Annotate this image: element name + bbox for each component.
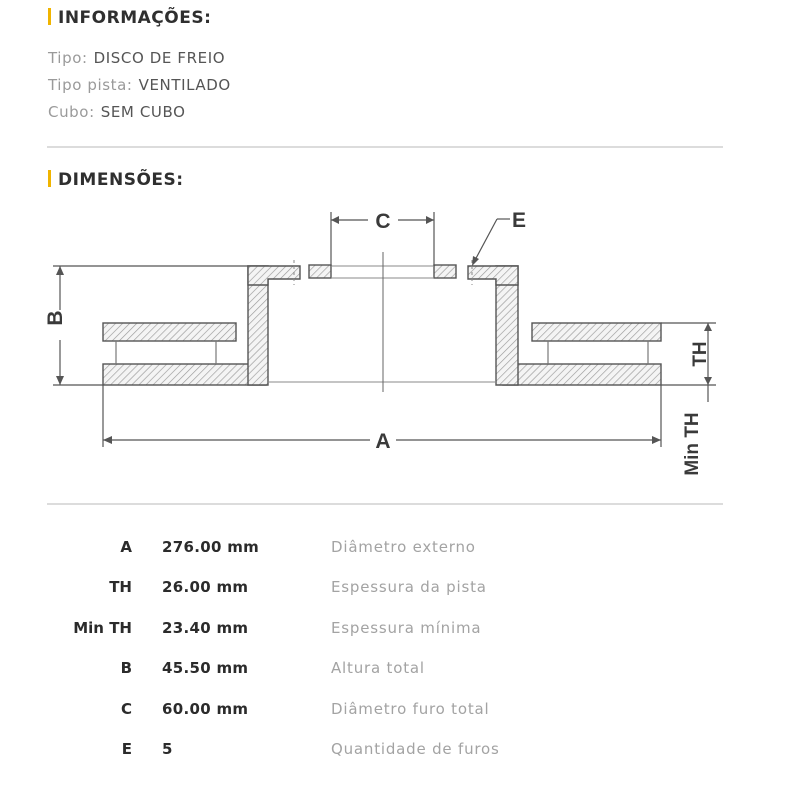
spec-code: Min TH bbox=[73, 619, 132, 637]
label-e: E bbox=[512, 209, 527, 232]
brake-disc-diagram bbox=[0, 200, 800, 500]
spec-value: 5 bbox=[162, 740, 173, 758]
info-row-tipo-pista bbox=[48, 76, 231, 94]
info-value: DISCO DE FREIO bbox=[93, 49, 226, 67]
label-min-th: Min TH bbox=[682, 412, 703, 476]
spec-value: 276.00 mm bbox=[162, 538, 260, 556]
info-label: Cubo: bbox=[48, 103, 95, 121]
spec-value: 60.00 mm bbox=[162, 700, 249, 718]
spec-value: 23.40 mm bbox=[162, 619, 249, 637]
dimension-e bbox=[472, 219, 510, 266]
hub-inner-lines bbox=[268, 260, 496, 382]
dimensions-title-text: DIMENSÕES: bbox=[58, 170, 184, 190]
accent-bar bbox=[48, 8, 51, 25]
label-b: B bbox=[44, 310, 67, 326]
info-label: Tipo pista: bbox=[48, 76, 133, 94]
disc-cross-section bbox=[103, 265, 661, 385]
spec-description: Diâmetro furo total bbox=[331, 700, 490, 718]
spec-description: Quantidade de furos bbox=[331, 740, 500, 758]
label-th: TH bbox=[690, 341, 711, 367]
spec-code: A bbox=[120, 538, 132, 556]
spec-code: B bbox=[120, 659, 132, 677]
label-c: C bbox=[375, 210, 391, 233]
spec-value: 45.50 mm bbox=[162, 659, 249, 677]
spec-description: Espessura da pista bbox=[331, 578, 487, 596]
info-value: VENTILADO bbox=[138, 76, 231, 94]
spec-description: Diâmetro externo bbox=[331, 538, 476, 556]
spec-description: Altura total bbox=[331, 659, 425, 677]
info-section-title bbox=[48, 8, 211, 28]
info-row-tipo bbox=[48, 49, 225, 67]
info-row-cubo bbox=[48, 103, 186, 121]
info-label: Tipo: bbox=[48, 49, 88, 67]
spec-description: Espessura mínima bbox=[331, 619, 482, 637]
label-a: A bbox=[375, 430, 391, 453]
dimensions-section-title bbox=[48, 170, 184, 190]
vent-pillars bbox=[116, 341, 648, 364]
info-title-text: INFORMAÇÕES: bbox=[58, 8, 212, 28]
spec-code: E bbox=[121, 740, 132, 758]
accent-bar bbox=[48, 170, 51, 187]
spec-code: C bbox=[120, 700, 132, 718]
divider bbox=[47, 503, 723, 505]
info-value: SEM CUBO bbox=[100, 103, 186, 121]
spec-code: TH bbox=[109, 578, 132, 596]
divider bbox=[47, 146, 723, 148]
spec-value: 26.00 mm bbox=[162, 578, 249, 596]
